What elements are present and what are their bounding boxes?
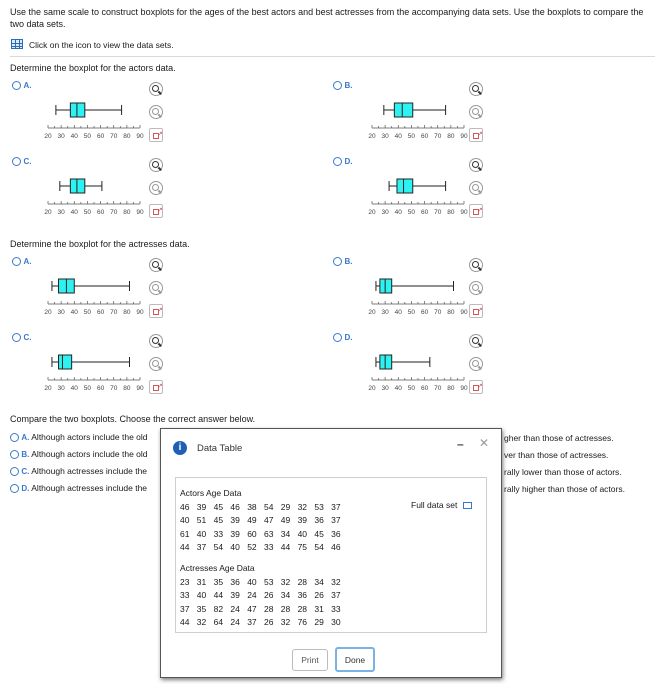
table-cell: 31 [196, 576, 207, 587]
axis-tick-label: 50 [83, 209, 92, 216]
table-cell: 34 [314, 576, 324, 587]
axis-tick-label: 80 [447, 209, 455, 216]
table-cell: 33 [331, 603, 341, 614]
table-row [180, 514, 348, 528]
popout-icon[interactable]: ↗ [149, 204, 163, 218]
zoom-out-icon[interactable] [149, 181, 163, 195]
table-cell: 39 [230, 515, 240, 526]
zoom-out-icon[interactable] [469, 181, 483, 195]
q1-option-d-radio[interactable] [333, 156, 353, 166]
axis-tick-label: 60 [96, 209, 105, 216]
option-label: A. [21, 433, 30, 442]
q2-option-d-radio[interactable] [333, 332, 353, 342]
table-cell: 54 [213, 542, 224, 553]
axis-tick-label: 70 [434, 209, 442, 216]
axis-tick-label: 60 [96, 385, 105, 392]
table-cell: 24 [247, 590, 257, 601]
q3-option-d[interactable] [10, 483, 147, 493]
actors-title: Actors Age Data [180, 488, 242, 498]
table-cell: 32 [280, 576, 291, 587]
table-cell: 76 [297, 617, 308, 628]
q3-prompt: Compare the two boxplots. Choose the correct answer below. [10, 414, 256, 424]
instructions-text: Use the same scale to construct boxplots for the ages of the best actors and best actresses from the accompanying data sets. Use the boxplots to compare the two data sets. [10, 7, 644, 29]
full-data-set-label: Full data set [411, 500, 458, 510]
table-cell: 36 [230, 576, 240, 587]
q1-option-b-radio[interactable] [333, 80, 353, 90]
zoom-out-icon[interactable] [149, 281, 163, 295]
axis-tick-label: 50 [407, 309, 416, 316]
option-text-tail: gher than those of actresses. [504, 433, 614, 443]
axis-tick-label: 70 [110, 133, 118, 140]
table-cell: 26 [314, 590, 324, 601]
axis-tick-label: 50 [407, 133, 416, 140]
table-row [180, 527, 348, 541]
table-cell: 32 [331, 576, 341, 587]
copy-icon[interactable] [463, 502, 472, 509]
axis-tick-label: 40 [70, 133, 78, 140]
q3-option-b[interactable] [10, 449, 148, 459]
axis-tick-label: 70 [110, 309, 118, 316]
axis-tick-label: 30 [381, 209, 389, 216]
axis-tick-label: 70 [110, 385, 118, 392]
table-cell: 26 [263, 590, 274, 601]
axis-tick-label: 30 [57, 209, 65, 216]
option-label: B. [21, 450, 30, 459]
table-cell: 23 [180, 576, 190, 587]
axis-tick-label: 30 [57, 309, 65, 316]
table-cell: 44 [280, 542, 291, 553]
table-cell: 40 [297, 528, 308, 539]
axis-tick-label: 50 [83, 385, 92, 392]
table-cell: 37 [331, 515, 341, 526]
axis-tick-label: 30 [57, 133, 65, 140]
iqr-box [70, 103, 84, 117]
axis-tick-label: 80 [123, 133, 131, 140]
table-cell: 53 [314, 501, 324, 512]
zoom-in-icon[interactable] [149, 334, 163, 348]
axis-tick-label: 90 [136, 133, 144, 140]
axis-tick-label: 60 [96, 133, 105, 140]
table-cell: 40 [180, 515, 190, 526]
axis-tick-label: 20 [368, 385, 376, 392]
table-cell: 61 [180, 528, 190, 539]
axis-tick-label: 80 [447, 133, 455, 140]
table-row [180, 602, 348, 616]
table-cell: 51 [196, 515, 207, 526]
axis-tick-label: 90 [136, 209, 144, 216]
zoom-out-icon[interactable] [469, 281, 483, 295]
table-cell: 37 [331, 590, 341, 601]
option-text-tail: ver than those of actresses. [504, 450, 609, 460]
table-cell: 45 [213, 515, 224, 526]
table-cell: 46 [331, 542, 341, 553]
table-row [180, 589, 348, 603]
table-cell: 47 [247, 603, 257, 614]
zoom-out-icon[interactable] [149, 105, 163, 119]
zoom-out-icon[interactable] [469, 357, 483, 371]
data-table-icon[interactable] [11, 39, 23, 51]
table-row [180, 541, 348, 555]
table-cell: 46 [230, 501, 240, 512]
table-cell: 53 [263, 576, 274, 587]
axis-tick-label: 60 [420, 133, 429, 140]
axis-tick-label: 90 [460, 209, 468, 216]
table-cell: 39 [196, 501, 207, 512]
axis-tick-label: 80 [123, 385, 131, 392]
table-cell: 40 [230, 542, 240, 553]
axis-tick-label: 30 [381, 133, 389, 140]
axis-tick-label: 30 [381, 309, 389, 316]
minimize-icon[interactable]: – [457, 437, 464, 451]
table-cell: 32 [196, 617, 207, 628]
axis-tick-label: 40 [394, 385, 402, 392]
axis-tick-label: 40 [394, 133, 402, 140]
option-text: Although actors include the old [29, 449, 148, 459]
iqr-box [380, 355, 392, 369]
axis-tick-label: 30 [381, 385, 389, 392]
zoom-in-icon[interactable] [149, 158, 163, 172]
table-cell: 29 [314, 617, 324, 628]
popout-icon[interactable]: ↗ [469, 204, 483, 218]
actors-table [180, 500, 348, 554]
table-cell: 60 [247, 528, 257, 539]
table-cell: 49 [247, 515, 257, 526]
table-cell: 24 [230, 603, 240, 614]
table-cell: 39 [297, 515, 308, 526]
table-cell: 28 [297, 576, 308, 587]
table-cell: 33 [263, 542, 274, 553]
axis-tick-label: 70 [434, 309, 442, 316]
axis-tick-label: 40 [70, 209, 78, 216]
axis-tick-label: 90 [460, 385, 468, 392]
option-text-tail: rally lower than those of actors. [504, 467, 622, 477]
option-label: A. [23, 257, 32, 266]
table-cell: 36 [314, 515, 324, 526]
zoom-out-icon[interactable] [149, 357, 163, 371]
axis-tick-label: 20 [44, 385, 52, 392]
q1-prompt: Determine the boxplot for the actors data. [10, 63, 176, 73]
zoom-in-icon[interactable] [469, 158, 483, 172]
zoom-in-icon[interactable] [149, 82, 163, 96]
axis-tick-label: 80 [123, 209, 131, 216]
axis-tick-label: 70 [434, 133, 442, 140]
option-label: A. [23, 81, 32, 90]
q2-option-a-radio[interactable] [12, 256, 32, 266]
table-cell: 37 [180, 603, 190, 614]
popout-icon[interactable]: ↗ [469, 304, 483, 318]
axis-tick-label: 90 [460, 309, 468, 316]
actresses-title: Actresses Age Data [180, 563, 255, 573]
table-cell: 26 [263, 617, 274, 628]
q1-option-a-radio[interactable] [12, 80, 32, 90]
table-cell: 34 [280, 590, 291, 601]
option-label: D. [21, 484, 30, 493]
axis-tick-label: 80 [447, 385, 455, 392]
table-cell: 44 [180, 617, 190, 628]
table-cell: 40 [247, 576, 257, 587]
axis-tick-label: 70 [110, 209, 118, 216]
table-cell: 45 [213, 501, 224, 512]
table-cell: 40 [196, 590, 207, 601]
table-row [180, 616, 348, 630]
data-table-dialog [160, 428, 502, 678]
divider [10, 56, 655, 57]
axis-tick-label: 80 [123, 309, 131, 316]
data-panel [175, 477, 487, 633]
axis-tick-label: 20 [44, 133, 52, 140]
axis-tick-label: 40 [394, 209, 402, 216]
iqr-box [59, 355, 72, 369]
table-cell: 37 [196, 542, 207, 553]
axis-tick-label: 50 [83, 309, 92, 316]
option-text-tail: rally higher than those of actors. [504, 484, 625, 494]
option-text: Although actresses include the [29, 466, 148, 476]
option-text: Although actors include the old [29, 432, 148, 442]
table-cell: 44 [213, 590, 224, 601]
table-cell: 37 [247, 617, 257, 628]
info-icon: i [173, 441, 187, 455]
option-label: C. [23, 333, 32, 342]
table-cell: 32 [280, 617, 291, 628]
q2-option-c-radio[interactable] [12, 332, 32, 342]
axis-tick-label: 90 [460, 133, 468, 140]
axis-tick-label: 40 [70, 385, 78, 392]
table-cell: 33 [180, 590, 190, 601]
axis-tick-label: 20 [44, 309, 52, 316]
data-link-text: Click on the icon to view the data sets. [29, 40, 174, 50]
close-icon[interactable]: ✕ [479, 436, 490, 450]
axis-tick-label: 40 [70, 309, 78, 316]
zoom-in-icon[interactable] [469, 258, 483, 272]
actresses-table [180, 575, 348, 629]
axis-tick-label: 60 [420, 209, 429, 216]
axis-tick-label: 50 [407, 209, 416, 216]
zoom-in-icon[interactable] [469, 334, 483, 348]
q3-option-a[interactable] [10, 432, 148, 442]
table-cell: 35 [213, 576, 224, 587]
q1-option-c-radio[interactable] [12, 156, 32, 166]
axis-tick-label: 90 [136, 385, 144, 392]
table-cell: 40 [196, 528, 207, 539]
table-cell: 54 [314, 542, 324, 553]
table-row [180, 500, 348, 514]
table-cell: 38 [247, 501, 257, 512]
table-cell: 44 [180, 542, 190, 553]
q2-prompt: Determine the boxplot for the actresses data. [10, 239, 190, 249]
table-cell: 47 [263, 515, 274, 526]
axis-tick-label: 20 [368, 133, 376, 140]
iqr-box [380, 279, 392, 293]
option-label: D. [344, 333, 353, 342]
table-cell: 29 [280, 501, 291, 512]
table-cell: 39 [230, 528, 240, 539]
popout-icon[interactable]: ↗ [149, 128, 163, 142]
print-button[interactable]: Print [292, 649, 328, 671]
axis-tick-label: 30 [57, 385, 65, 392]
q3-option-c[interactable] [10, 466, 147, 476]
table-cell: 49 [280, 515, 291, 526]
table-cell: 24 [230, 617, 240, 628]
table-cell: 28 [263, 603, 274, 614]
axis-tick-label: 70 [434, 385, 442, 392]
table-cell: 31 [314, 603, 324, 614]
table-cell: 36 [331, 528, 341, 539]
axis-tick-label: 50 [407, 385, 416, 392]
axis-tick-label: 90 [136, 309, 144, 316]
iqr-box [397, 179, 413, 193]
option-label: B. [344, 81, 353, 90]
popout-icon[interactable]: ↗ [149, 304, 163, 318]
table-cell: 63 [263, 528, 274, 539]
option-label: C. [23, 157, 32, 166]
popout-icon[interactable]: ↗ [469, 128, 483, 142]
option-text: Although actresses include the [29, 483, 148, 493]
table-cell: 32 [297, 501, 308, 512]
table-cell: 52 [247, 542, 257, 553]
table-cell: 33 [213, 528, 224, 539]
table-row [180, 575, 348, 589]
table-cell: 39 [230, 590, 240, 601]
table-cell: 28 [280, 603, 291, 614]
option-label: D. [344, 157, 353, 166]
table-cell: 54 [263, 501, 274, 512]
zoom-in-icon[interactable] [469, 82, 483, 96]
iqr-box [70, 179, 84, 193]
q2-option-b-radio[interactable] [333, 256, 353, 266]
table-cell: 46 [180, 501, 190, 512]
axis-tick-label: 60 [420, 309, 429, 316]
zoom-in-icon[interactable] [149, 258, 163, 272]
option-label: B. [344, 257, 353, 266]
iqr-box [394, 103, 412, 117]
table-cell: 45 [314, 528, 324, 539]
table-cell: 37 [331, 501, 341, 512]
axis-tick-label: 60 [420, 385, 429, 392]
table-cell: 28 [297, 603, 308, 614]
table-cell: 64 [213, 617, 224, 628]
zoom-out-icon[interactable] [469, 105, 483, 119]
table-cell: 36 [297, 590, 308, 601]
table-cell: 30 [331, 617, 341, 628]
axis-tick-label: 20 [368, 309, 376, 316]
table-cell: 34 [280, 528, 291, 539]
axis-tick-label: 40 [394, 309, 402, 316]
axis-tick-label: 50 [83, 133, 92, 140]
table-cell: 82 [213, 603, 224, 614]
axis-tick-label: 60 [96, 309, 105, 316]
axis-tick-label: 20 [368, 209, 376, 216]
full-data-set-link[interactable] [411, 500, 472, 510]
popout-icon[interactable]: ↗ [149, 380, 163, 394]
axis-tick-label: 20 [44, 209, 52, 216]
table-cell: 35 [196, 603, 207, 614]
popout-icon[interactable]: ↗ [469, 380, 483, 394]
option-label: C. [21, 467, 30, 476]
dialog-title: Data Table [197, 443, 243, 454]
done-button[interactable]: Done [335, 647, 375, 672]
table-cell: 75 [297, 542, 308, 553]
axis-tick-label: 80 [447, 309, 455, 316]
